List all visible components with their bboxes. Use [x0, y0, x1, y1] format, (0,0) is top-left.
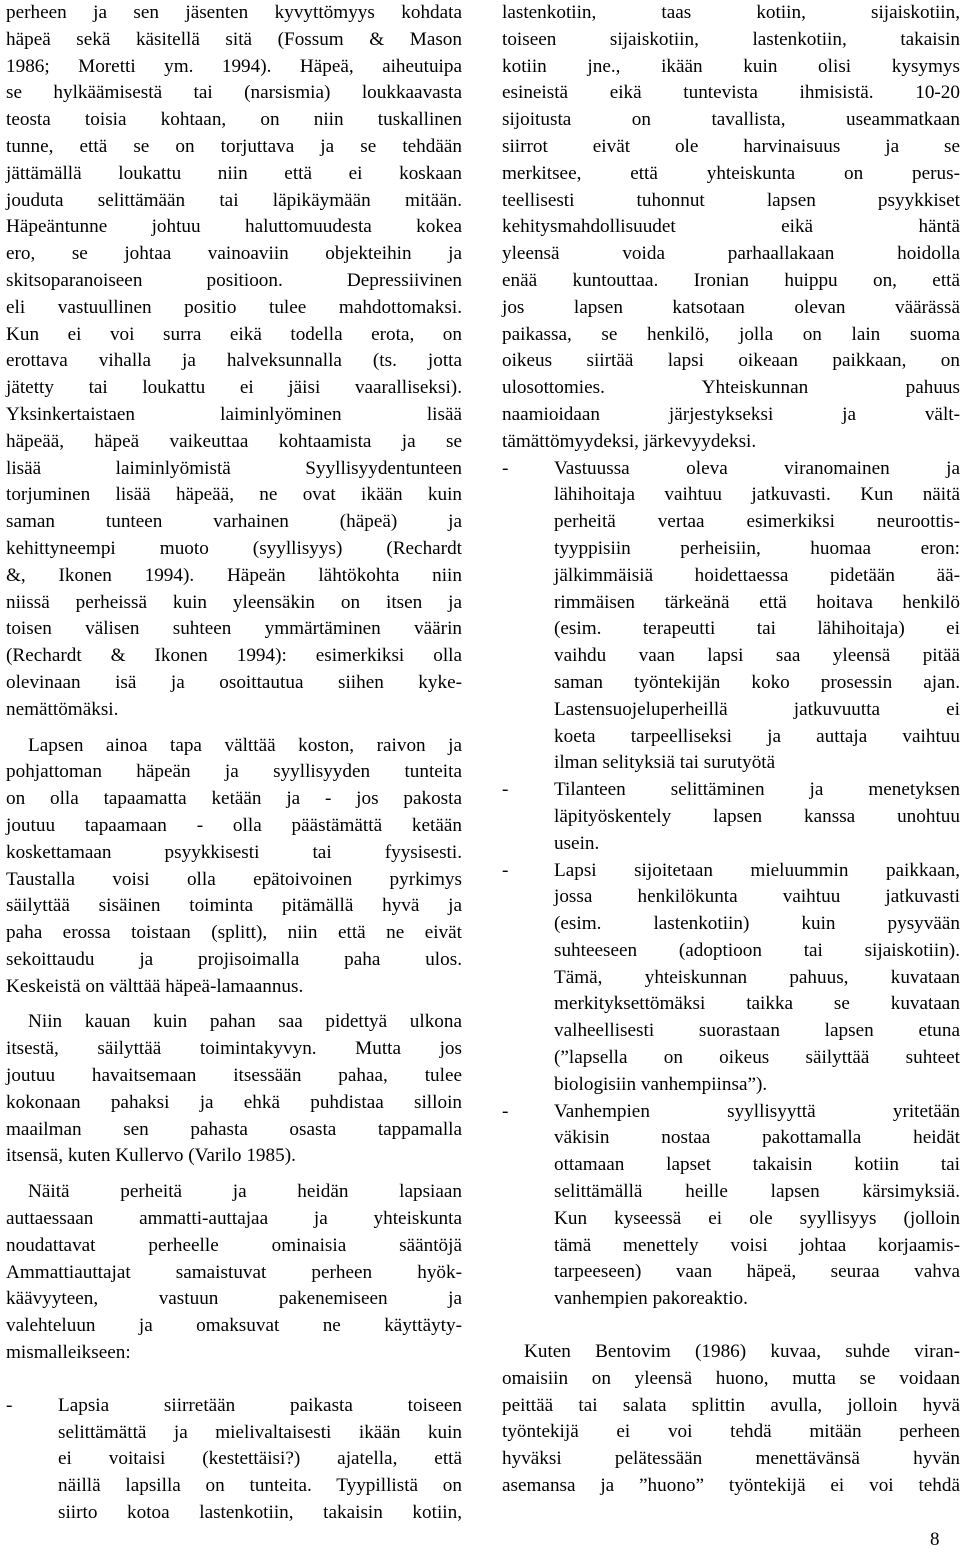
text-line: sekoittaudu ja projisoimalla paha ulos. [6, 948, 462, 970]
list-item-body [554, 456, 960, 778]
text-line: auttaessaan ammatti-auttajaa ja yhteiskunta [6, 1208, 462, 1230]
text-line: naamioidaan järjestykseksi ja vält- [502, 403, 960, 425]
text-line: asemansa ja ”huono” työntekijä ei voi tehdä [502, 1475, 960, 1497]
text-line: ilman selityksiä tai surutyötä [554, 752, 776, 774]
text-line: koskettamaan psyykkisesti tai fyysisesti. [6, 841, 462, 863]
text-line: siirto kotoa lastenkotiin, takaisin kotiin, [58, 1502, 462, 1524]
text-line: skitsoparanoiseen positioon. Depressiivinen [6, 269, 462, 291]
text-line: Kun kyseessä ei ole syyllisyys (jolloin [554, 1207, 960, 1229]
text-line: vanhempien pakoreaktio. [554, 1288, 748, 1310]
list-item-body [554, 858, 960, 1099]
text-line: biologisiin vanhempiinsa”). [554, 1073, 768, 1095]
text-line: Keskeistä on välttää häpeä-lamaannus. [6, 975, 304, 997]
list-bullet: - [502, 859, 509, 881]
text-line: häpeä sekä käsitellä sitä (Fossum & Mason [6, 28, 462, 50]
text-line: paikassa, se henkilö, jolla on lain suoma [502, 323, 960, 345]
text-line: jos lapsen katsotaan olevan väärässä [502, 296, 960, 318]
text-line: itsensä, kuten Kullervo (Varilo 1985). [6, 1145, 296, 1167]
text-line: olevinaan isä ja osoittautua siihen kyke- [6, 671, 462, 693]
text-line: Vanhempien syyllisyyttä yritetään [554, 1100, 960, 1122]
text-line: näillä lapsilla on tunteita. Tyypillistä on [58, 1475, 462, 1497]
text-line: Vastuussa oleva viranomainen ja [554, 457, 960, 479]
list-item [502, 1099, 960, 1313]
text-line: Lastensuojeluperheillä jatkuvuutta ei [554, 698, 960, 720]
text-line: eli vastuullinen positio tulee mahdottomaksi. [6, 296, 462, 318]
text-line: torjuminen lisää häpeää, ne ovat ikään kuin [6, 484, 462, 506]
text-line: perheen ja sen jäsenten kyvyttömyys kohdata [6, 2, 462, 23]
text-line: noudattavat perheelle ominaisia sääntöjä [6, 1234, 462, 1256]
text-line: vaihdu vaan lapsi saa yleensä pitää [554, 645, 960, 667]
text-line: tunne, että se on torjuttava ja se tehdään [6, 135, 462, 157]
text-line: peittää tai salata splittin avulla, jolloin hyvä [502, 1394, 960, 1416]
paragraph [6, 733, 462, 1001]
text-line: säilyttää sisäinen toiminta pitämällä hyvä ja [6, 895, 462, 917]
text-line: jättämällä loukattu niin että ei koskaan [6, 162, 462, 184]
text-line: Kuten Bentovim (1986) kuvaa, suhde viran- [524, 1341, 960, 1363]
text-line: tarpeeseen) vaan häpeä, seuraa vahva [554, 1261, 960, 1283]
text-line: valehteluun ja omaksuvat ne käyttäyty- [6, 1315, 462, 1337]
text-line: Tämä, yhteiskunnan pahuus, kuvataan [554, 966, 960, 988]
text-line: &, Ikonen 1994). Häpeän lähtökohta niin [6, 564, 462, 586]
text-line: se hylkäämisestä tai (narsismia) loukkaavasta [6, 82, 462, 104]
text-line: omaisiin on yleensä huono, mutta se voidaan [502, 1367, 960, 1389]
text-line: jätetty tai loukattu ei jäisi vaaralliseksi). [6, 377, 462, 399]
text-line: maailman sen pahasta osasta tappamalla [6, 1118, 462, 1140]
text-line: Taustalla voisi olla epätoivoinen pyrkimys [6, 868, 462, 890]
text-line: oikeus siirtää lapsi oikeaan paikkaan, on [502, 350, 960, 372]
text-line: koeta tarpeelliseksi ja auttaja vaihtuu [554, 725, 960, 747]
text-line: tämättömyydeksi, järkevyydeksi. [502, 430, 757, 452]
text-line: paha erossa toistaan (splitt), niin että ne eivät [6, 922, 462, 944]
text-line: yleensä voida parhaallakaan hoidolla [502, 243, 960, 265]
right-column [502, 0, 960, 1500]
paragraph [6, 1009, 462, 1170]
text-line: häpeää, häpeä vaikeuttaa kohtaamista ja se [6, 430, 462, 452]
text-line: lastenkotiin, taas kotiin, sijaiskotiin, [502, 2, 960, 23]
list-bullet: - [6, 1394, 13, 1416]
text-line: kokonaan pahaksi ja ehkä puhdistaa silloin [6, 1091, 462, 1113]
text-line: Lapsi sijoitetaan mieluummin paikkaan, [554, 859, 960, 881]
text-line: siirrot eivät ole harvinaisuus ja se [502, 135, 960, 157]
text-line: 1986; Moretti ym. 1994). Häpeä, aiheutuipa [6, 55, 462, 77]
text-line: teellisesti tuhonnut lapsen psyykkiset [502, 189, 960, 211]
text-line: merkityksettömäksi taikka se kuvataan [554, 993, 960, 1015]
list-bullet: - [502, 1100, 509, 1122]
list-item [502, 456, 960, 778]
text-line: selittämättä ja mielivaltaisesti ikään kuin [58, 1421, 462, 1443]
list-bullet: - [502, 779, 509, 801]
text-line: väkisin nostaa pakottamalla heidät [554, 1127, 960, 1149]
text-line: (esim. terapeutti tai lähihoitaja) ei [554, 618, 960, 640]
text-line: (”lapsella on oikeus säilyttää suhteet [554, 1047, 960, 1069]
text-line: hyväksi pelätessään menettävänsä hyvän [502, 1448, 960, 1470]
text-line: (esim. lastenkotiin) kuin pysyvään [554, 913, 960, 935]
text-line: suhteeseen (adoptioon tai sijaiskotiin). [554, 939, 960, 961]
text-line: Yksinkertaistaen laiminlyöminen lisää [6, 403, 462, 425]
text-line: erottava vihalla ja halveksunnalla (ts. jotta [6, 350, 462, 372]
text-line: jälkimmäisiä hoidettaessa pidetään ää- [554, 564, 960, 586]
text-line: itsestä, säilyttää toimintakyvyn. Mutta jos [6, 1038, 462, 1060]
paragraph [502, 1339, 960, 1500]
text-line: Lapsia siirretään paikasta toiseen [58, 1394, 462, 1416]
text-line: joutuu havaitsemaan itsessään pahaa, tulee [6, 1065, 462, 1087]
text-line: niissä perheissä kuin yleensäkin on itsen ja [6, 591, 462, 613]
text-line: pohjattoman häpeän ja syyllisyyden tunteita [6, 761, 462, 783]
text-line: Niin kauan kuin pahan saa pidettyä ulkona [28, 1011, 462, 1033]
list-item-body [58, 1393, 462, 1527]
list-item [502, 858, 960, 1099]
paragraph-continued [502, 0, 960, 456]
list-item [6, 1393, 462, 1527]
list-bullet: - [502, 457, 509, 479]
text-line: mismalleikseen: [6, 1342, 131, 1364]
list-item-body [554, 1099, 960, 1313]
text-line: käävyyteen, vastuun pakenemiseen ja [6, 1288, 462, 1310]
text-line: kehitysmahdollisuudet eikä häntä [502, 216, 960, 238]
text-line: Tilanteen selittäminen ja menetyksen [554, 779, 960, 801]
list-item-body [554, 777, 960, 857]
text-line: tämä menettely voisi johtaa korjaamis- [554, 1234, 960, 1256]
text-line: jossa henkilökunta vaihtuu jatkuvasti [554, 886, 960, 908]
page-number: 8 [930, 1529, 940, 1550]
left-column [6, 0, 462, 1527]
text-line: rimmäisen tärkeänä että hoitava henkilö [554, 591, 960, 613]
text-line: saman työntekijän koko prosessin ajan. [554, 671, 960, 693]
text-line: Näitä perheitä ja heidän lapsiaan [28, 1181, 462, 1203]
text-line: jouduta selittämään tai läpikäymään mitään. [6, 189, 462, 211]
text-line: lähihoitaja vaihtuu jatkuvasti. Kun näitä [554, 484, 960, 506]
text-line: usein. [554, 832, 600, 854]
text-line: joutuu tapaamaan - olla päästämättä ketään [6, 814, 462, 836]
text-line: toisen välisen suhteen ymmärtäminen väärin [6, 618, 462, 640]
paragraph [6, 0, 462, 724]
text-line: nemättömäksi. [6, 698, 119, 720]
paragraph [6, 1179, 462, 1367]
text-line: perheitä vertaa esimerkiksi neuroottis- [554, 511, 960, 533]
text-line: merkitsee, että yhteiskunta on perus- [502, 162, 960, 184]
text-line: teosta toisia kohtaan, on niin tuskallinen [6, 109, 462, 131]
text-line: ulosottomies. Yhteiskunnan pahuus [502, 377, 960, 399]
text-line: esineistä eikä tuntevista ihmisistä. 10-20 [502, 82, 960, 104]
text-line: ero, se johtaa vainoaviin objekteihin ja [6, 243, 462, 265]
text-line: Kun ei voi surra eikä todella erota, on [6, 323, 462, 345]
text-line: Häpeäntunne johtuu haluttomuudesta kokea [6, 216, 462, 238]
text-line: saman tunteen varhainen (häpeä) ja [6, 511, 462, 533]
text-line: kotiin jne., ikään kuin olisi kysymys [502, 55, 960, 77]
list-item [502, 777, 960, 857]
text-line: sijoitusta on tavallista, useammatkaan [502, 109, 960, 131]
text-line: toiseen sijaiskotiin, lastenkotiin, takaisin [502, 28, 960, 50]
text-line: valheellisesti suorastaan lapsen etuna [554, 1020, 960, 1042]
text-line: enää kuntouttaa. Ironian huippu on, että [502, 269, 960, 291]
text-line: selittämällä heille lapsen kärsimyksiä. [554, 1181, 960, 1203]
text-line: ei voitaisi (kestettäisi?) ajatella, että [58, 1448, 462, 1470]
text-line: tyyppisiin perheisiin, huomaa eron: [554, 537, 960, 559]
text-line: on olla tapaamatta ketään ja - jos pakosta [6, 788, 462, 810]
text-line: Ammattiauttajat samaistuvat perheen hyök- [6, 1261, 462, 1283]
text-line: (Rechardt & Ikonen 1994): esimerkiksi olla [6, 645, 462, 667]
text-line: työntekijä ei voi tehdä mitään perheen [502, 1421, 960, 1443]
text-line: Lapsen ainoa tapa välttää koston, raivon ja [28, 734, 462, 756]
text-line: kehittyneempi muoto (syyllisyys) (Rechardt [6, 537, 462, 559]
text-line: lisää laiminlyömistä Syyllisyydentunteen [6, 457, 462, 479]
text-line: ottamaan lapset takaisin kotiin tai [554, 1154, 960, 1176]
text-line: läpityöskentely lapsen kanssa unohtuu [554, 805, 960, 827]
